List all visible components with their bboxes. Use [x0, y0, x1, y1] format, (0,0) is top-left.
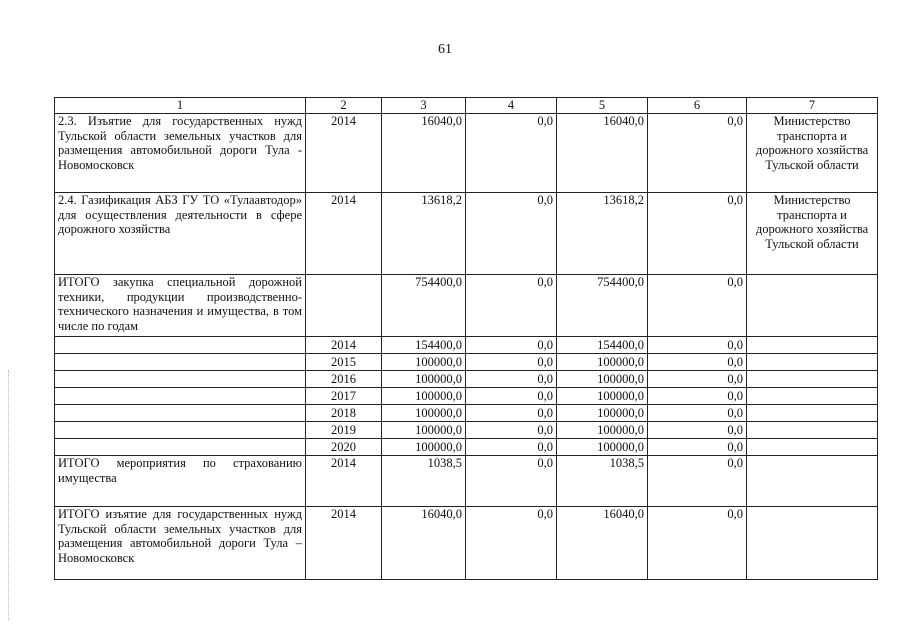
responsible-cell [747, 275, 878, 337]
value-cell: 16040,0 [557, 507, 648, 580]
empty-cell [747, 439, 878, 456]
value-cell: 1038,5 [557, 456, 648, 507]
table-row [55, 193, 878, 275]
page-number: 61 [438, 42, 452, 57]
value-cell: 0,0 [648, 337, 747, 354]
value-cell: 100000,0 [382, 354, 466, 371]
empty-cell [55, 388, 306, 405]
empty-cell [55, 354, 306, 371]
year-cell: 2020 [306, 439, 382, 456]
responsible-cell: Министерство транспорта и дорожного хозяйства Тульской области [747, 114, 878, 193]
year-row [55, 354, 878, 371]
table-row [55, 275, 878, 337]
year-cell: 2015 [306, 354, 382, 371]
year-cell: 2016 [306, 371, 382, 388]
empty-cell [55, 371, 306, 388]
value-cell: 754400,0 [557, 275, 648, 337]
value-cell: 0,0 [648, 456, 747, 507]
value-cell: 13618,2 [557, 193, 648, 275]
value-cell: 100000,0 [382, 422, 466, 439]
scan-margin-dots [8, 370, 10, 620]
value-cell: 0,0 [466, 114, 557, 193]
budget-table [54, 97, 878, 580]
value-cell: 0,0 [466, 405, 557, 422]
value-cell: 0,0 [466, 275, 557, 337]
value-cell: 100000,0 [557, 354, 648, 371]
value-cell: 100000,0 [382, 371, 466, 388]
header-cell: 4 [466, 98, 557, 114]
header-cell: 5 [557, 98, 648, 114]
header-cell: 3 [382, 98, 466, 114]
value-cell: 0,0 [648, 354, 747, 371]
value-cell: 100000,0 [382, 388, 466, 405]
year-cell: 2014 [306, 193, 382, 275]
year-row [55, 439, 878, 456]
value-cell: 100000,0 [382, 405, 466, 422]
header-row [55, 98, 878, 114]
row-description: 2.4. Газификация АБЗ ГУ ТО «Тулаавтодор» для осуществления деятельности в сфере дорожного хозяйства [55, 193, 306, 275]
empty-cell [55, 422, 306, 439]
year-row [55, 405, 878, 422]
value-cell: 0,0 [466, 354, 557, 371]
year-row [55, 388, 878, 405]
empty-cell [747, 371, 878, 388]
empty-cell [747, 388, 878, 405]
header-cell: 6 [648, 98, 747, 114]
row-description: ИТОГО мероприятия по страхованию имущества [55, 456, 306, 507]
value-cell: 0,0 [466, 456, 557, 507]
value-cell: 100000,0 [557, 439, 648, 456]
value-cell: 0,0 [648, 388, 747, 405]
row-description: ИТОГО закупка специальной дорожной техники, продукции производственно-технического назначения и имущества, в том числе по годам [55, 275, 306, 337]
value-cell: 13618,2 [382, 193, 466, 275]
value-cell: 754400,0 [382, 275, 466, 337]
empty-cell [747, 422, 878, 439]
value-cell: 0,0 [648, 114, 747, 193]
year-cell: 2014 [306, 507, 382, 580]
value-cell: 1038,5 [382, 456, 466, 507]
value-cell: 16040,0 [382, 114, 466, 193]
value-cell: 154400,0 [557, 337, 648, 354]
year-row [55, 337, 878, 354]
year-cell: 2014 [306, 114, 382, 193]
table-row [55, 114, 878, 193]
value-cell: 0,0 [466, 388, 557, 405]
value-cell: 0,0 [466, 507, 557, 580]
year-cell: 2014 [306, 456, 382, 507]
value-cell: 0,0 [648, 439, 747, 456]
year-row [55, 371, 878, 388]
value-cell: 100000,0 [382, 439, 466, 456]
header-cell: 2 [306, 98, 382, 114]
value-cell: 0,0 [648, 371, 747, 388]
value-cell: 0,0 [648, 405, 747, 422]
value-cell: 100000,0 [557, 405, 648, 422]
value-cell: 0,0 [466, 439, 557, 456]
value-cell: 0,0 [648, 507, 747, 580]
table-row [55, 456, 878, 507]
value-cell: 100000,0 [557, 422, 648, 439]
empty-cell [55, 337, 306, 354]
empty-cell [747, 337, 878, 354]
row-description: ИТОГО изъятие для государственных нужд Тульской области земельных участков для размещения автомобильной дороги Тула – Новомосковск [55, 507, 306, 580]
value-cell: 16040,0 [557, 114, 648, 193]
responsible-cell: Министерство транспорта и дорожного хозяйства Тульской области [747, 193, 878, 275]
value-cell: 0,0 [466, 371, 557, 388]
year-cell: 2019 [306, 422, 382, 439]
empty-cell [55, 439, 306, 456]
value-cell: 0,0 [648, 275, 747, 337]
value-cell: 100000,0 [557, 371, 648, 388]
value-cell: 0,0 [466, 193, 557, 275]
year-cell: 2018 [306, 405, 382, 422]
empty-cell [55, 405, 306, 422]
year-row [55, 422, 878, 439]
value-cell: 100000,0 [557, 388, 648, 405]
value-cell: 154400,0 [382, 337, 466, 354]
value-cell: 16040,0 [382, 507, 466, 580]
table-row [55, 507, 878, 580]
header-cell: 7 [747, 98, 878, 114]
value-cell: 0,0 [648, 193, 747, 275]
responsible-cell [747, 507, 878, 580]
value-cell: 0,0 [648, 422, 747, 439]
year-cell: 2014 [306, 337, 382, 354]
empty-cell [747, 405, 878, 422]
row-description: 2.3. Изъятие для государственных нужд Тульской области земельных участков для размещения автомобильной дороги Тула - Новомосковск [55, 114, 306, 193]
value-cell: 0,0 [466, 337, 557, 354]
year-cell: 2017 [306, 388, 382, 405]
value-cell: 0,0 [466, 422, 557, 439]
year-cell [306, 275, 382, 337]
responsible-cell [747, 456, 878, 507]
header-cell: 1 [55, 98, 306, 114]
empty-cell [747, 354, 878, 371]
